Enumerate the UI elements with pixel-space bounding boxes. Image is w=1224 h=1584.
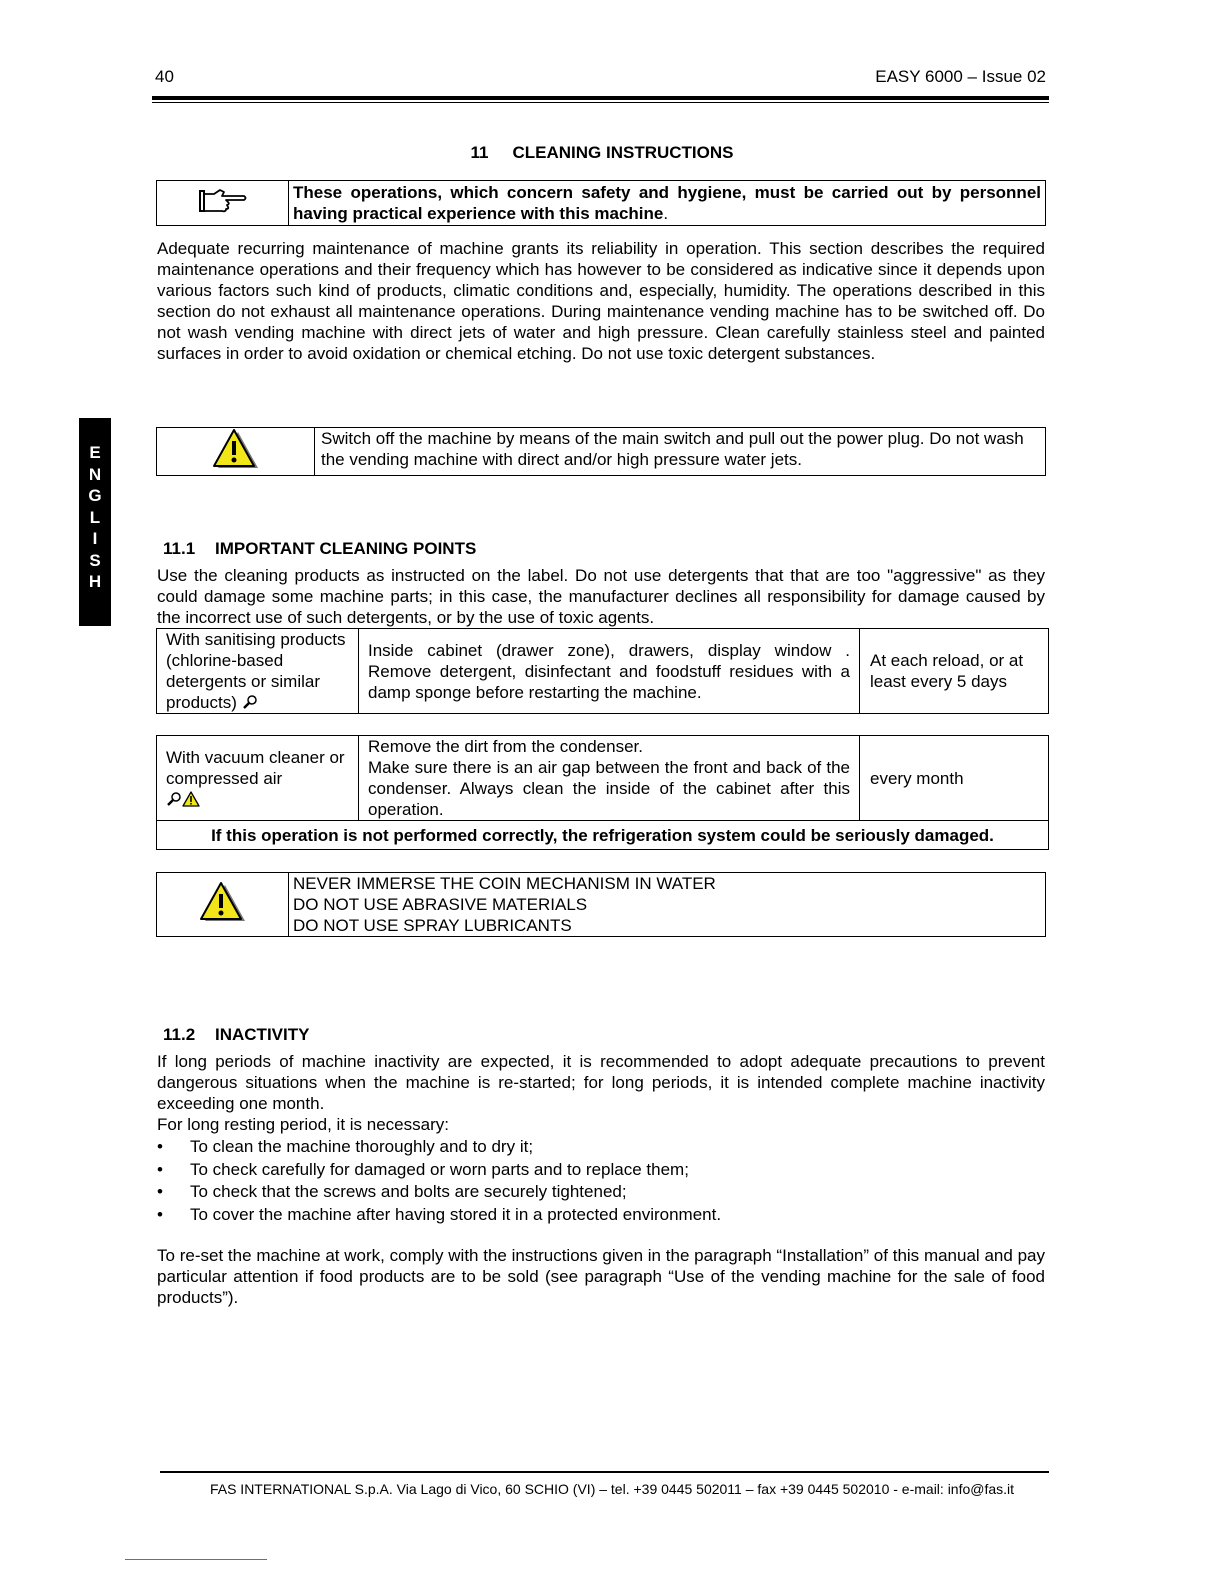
header-rule [152,96,1049,100]
warning-triangle-small-icon [182,791,200,807]
side-tab-letter: E [89,443,101,462]
description-cell: Inside cabinet (drawer zone), drawers, display window . Remove detergent, disinfectant and foodstuff residues with a damp sponge before restarting the machine. [359,629,860,714]
side-tab-letter: H [88,572,102,591]
pointing-hand-icon [198,188,248,214]
subsection-title: IMPORTANT CLEANING POINTS [215,539,477,558]
subsection-number: 11.2 [163,1025,196,1044]
section-title [0,143,1224,163]
warning-icon-cell [157,428,315,476]
footer-rule [160,1471,1049,1473]
frequency-cell: At each reload, or at least every 5 days [860,629,1049,714]
description-cell [359,736,860,821]
resting-list [157,1136,1045,1226]
language-side-tab [79,418,111,626]
description-line: Make sure there is an air gap between the front and back of the condenser. Always clean the inside of the cabinet after this operation. [368,758,850,819]
page-number: 40 [155,67,174,86]
stray-underline [125,1559,267,1560]
section-number: 11 [470,143,489,162]
method-text: With sanitising products (chlorine-based detergents or similar products) [166,630,346,712]
warning-triangle-icon [212,428,260,470]
side-tab-letter: G [88,486,102,505]
document-title: EASY 6000 – Issue 02 [875,67,1046,86]
cleaning-table-vacuum [156,735,1049,850]
warning-icon-cell [157,873,289,937]
notice-icon-cell [157,181,289,226]
section-title-text: CLEANING INSTRUCTIONS [512,143,734,162]
warning-box-power [156,427,1046,476]
cleaning-table-sanitising [156,628,1049,714]
list-item: • To cover the machine after having stored it in a protected environment. [157,1204,1045,1227]
side-tab-letter: N [88,464,102,484]
method-text: With vacuum cleaner or compressed air [166,747,345,788]
warning-triangle-icon [199,881,247,923]
subsection-heading-inactivity [163,1025,309,1045]
cleaning-points-paragraph: Use the cleaning products as instructed on the label. Do not use detergents that that are too "aggressive" as they could damage some machine parts; in this case, the manufacturer declines all responsibility for damage caused by the incorrect use of such detergents, or by the use of toxic agents. [157,566,1045,627]
warning-line: DO NOT USE ABRASIVE MATERIALS [293,895,588,914]
inactivity-paragraph: If long periods of machine inactivity are expected, it is recommended to adopt adequate precautions to prevent dangerous situations when the machine is re-started; for long periods, it is intended complete machine inactivity exceeding one month. [157,1052,1045,1113]
magnifier-icon [166,791,182,807]
side-tab-letter: L [89,507,101,527]
warning-line: DO NOT USE SPRAY LUBRICANTS [293,916,572,935]
list-item: • To check carefully for damaged or worn parts and to replace them; [157,1159,1045,1182]
list-item: • To clean the machine thoroughly and to dry it; [157,1136,1045,1159]
intro-paragraph: Adequate recurring maintenance of machine grants its reliability in operation. This section describes the required maintenance operations and their frequency which has however to be considered as indicative since it depends upon various factors such kind of products, climatic conditions and, especially, humidity. The operations described in this section do not exhaust all maintenance operations. During maintenance vending machine has to be switched off. Do not wash vending machine with direct jets of water and high pressure. Clean carefully stainless steel and painted surfaces in order to avoid oxidation or chemical etching. Do not use toxic detergent substances. [157,239,1045,363]
description-line: Remove the dirt from the condenser. [368,737,643,756]
resting-intro: For long resting period, it is necessary: [157,1115,449,1134]
subsection-number: 11.1 [163,539,196,558]
subsection-title: INACTIVITY [215,1025,310,1044]
footer-text: FAS INTERNATIONAL S.p.A. Via Lago di Vico, 60 SCHIO (VI) – tel. +39 0445 502011 – fax +39 0445 502010 - e-mail: info@fas.it [209,1481,1015,1497]
warning-text-cell [289,873,1046,937]
notice-text-cell [289,181,1046,226]
notice-box [156,180,1046,226]
warning-line: NEVER IMMERSE THE COIN MECHANISM IN WATER [293,874,716,893]
notice-text-tail: . [663,204,669,223]
method-cell [157,736,359,821]
side-tab-letter: S [89,550,101,570]
warning-box-coin-mechanism [156,872,1046,937]
method-cell [157,629,359,714]
header-rule-thin [152,102,1049,103]
notice-text: These operations, which concern safety and hygiene, must be carried out by personnel having practical experience with this machine [293,183,1041,223]
side-tab-letter: I [92,529,98,548]
reset-paragraph: To re-set the machine at work, comply with the instructions given in the paragraph “Installation” of this manual and pay particular attention if food products are to be sold (see paragraph “Use of the vending machine for the sale of food products”). [157,1246,1045,1307]
subsection-heading-cleaning-points [163,539,476,559]
magnifier-icon [242,694,258,710]
frequency-cell: every month [860,736,1049,821]
warning-text-cell: Switch off the machine by means of the main switch and pull out the power plug. Do not wash the vending machine with direct and/or high pressure water jets. [315,428,1046,476]
table-warning-footer: If this operation is not performed correctly, the refrigeration system could be seriously damaged. [157,821,1049,850]
list-item: • To check that the screws and bolts are securely tightened; [157,1181,1045,1204]
